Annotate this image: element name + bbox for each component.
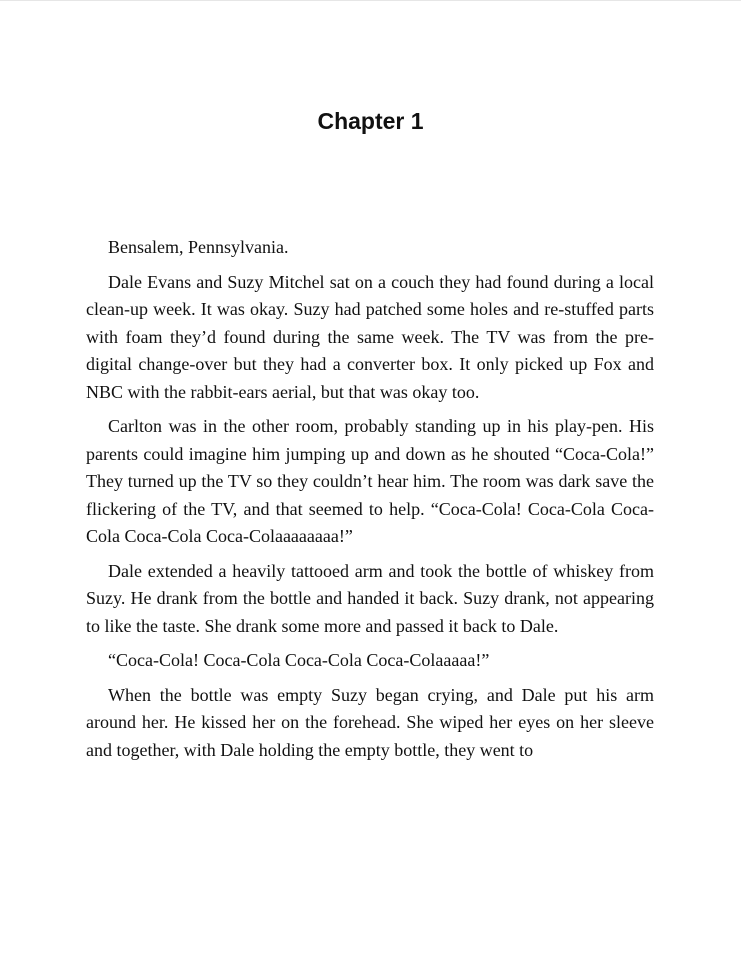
paragraph-bottle-empty: When the bottle was empty Suzy began crying, and Dale put his arm around her. He kissed her on the forehead. She wiped her eyes on her sleeve and together, with Dale holding the empty bottle, they went to [86, 684, 654, 760]
paragraph-shout: “Coca-Cola! Coca-Cola Coca-Cola Coca-Colaaaaa!” [108, 650, 490, 670]
paragraph-location: Bensalem, Pennsylvania. [108, 237, 289, 257]
chapter-title: Chapter 1 [317, 108, 424, 134]
paragraph-carlton: Carlton was in the other room, probably standing up in his play-pen. His parents could imagine him jumping up and down as he shouted “Coca-Cola!” They turned up the TV so they couldn’t hear him. The room was dark save the flickering of the TV, and that seemed to help. “Coca-Cola! Coca-Cola Coca-Cola Coca-Cola Coca-Colaaaaaaaa!” [86, 416, 654, 546]
paragraph-whiskey: Dale extended a heavily tattooed arm and took the bottle of whiskey from Suzy. He drank from the bottle and handed it back. Suzy drank, not appearing to like the taste. She drank some more and passed it back to Dale. [86, 560, 654, 636]
chapter-body [86, 234, 654, 771]
paragraph-couch: Dale Evans and Suzy Mitchel sat on a couch they had found during a local clean-up week. It was okay. Suzy had patched some holes and re-stuffed parts with foam they’d found during the same week. The TV was from the pre-digital change-over but they had a converter box. It only picked up Fox and NBC with the rabbit-ears aerial, but that was okay too. [86, 271, 654, 402]
